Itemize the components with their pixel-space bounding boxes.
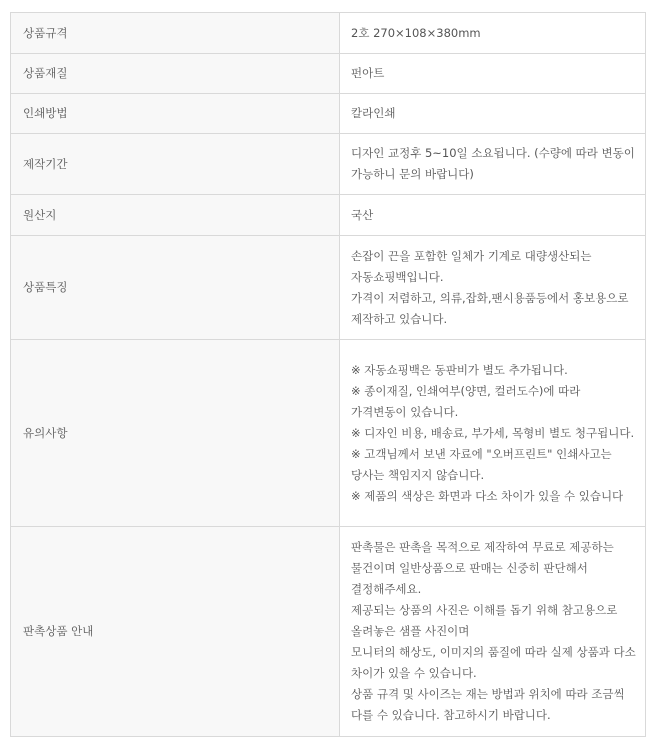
spec-label-origin: 원산지 <box>11 195 340 236</box>
spec-value-line: ※ 자동쇼핑백은 동판비가 별도 추가됩니다. <box>351 362 568 377</box>
spec-value-line: 가격이 저렴하고, 의류,잡화,팬시용품등에서 홍보용으로 제작하고 있습니다. <box>351 290 629 326</box>
spec-label-features: 상품특징 <box>11 236 340 340</box>
spec-row-material <box>11 54 646 94</box>
spec-label-notices: 유의사항 <box>11 340 340 527</box>
spec-value-line: 국산 <box>351 207 374 222</box>
spec-value-line: 판촉물은 판촉을 목적으로 제작하여 무료로 제공하는 물건이며 일반상품으로 판매는 신중히 판단해서 결정해주세요. <box>351 540 614 596</box>
spec-label-material: 상품재질 <box>11 54 340 94</box>
spec-value-notices <box>340 340 646 527</box>
spec-value-line: 2호 270×108×380mm <box>351 25 481 40</box>
spec-table-body <box>11 13 646 737</box>
spec-value-line: ※ 디자인 비용, 배송료, 부가세, 목형비 별도 청구됩니다. <box>351 425 635 440</box>
spec-value-origin <box>340 195 646 236</box>
spec-value-line: 손잡이 끈을 포함한 일체가 기계로 대량생산되는 자동쇼핑백입니다. <box>351 248 592 284</box>
spec-row-promo-info <box>11 527 646 737</box>
spec-value-material <box>340 54 646 94</box>
spec-row-origin <box>11 195 646 236</box>
spec-value-line: ※ 종이재질, 인쇄여부(양면, 컬러도수)에 따라 가격변동이 있습니다. <box>351 383 581 419</box>
spec-value-line: 모니터의 해상도, 이미지의 품질에 따라 실제 상품과 다소 차이가 있을 수 있습니다. <box>351 645 636 680</box>
spec-label-promo-info: 판촉상품 안내 <box>11 527 340 737</box>
spec-value-line: 펀아트 <box>351 66 385 80</box>
spec-value-promo-info <box>340 527 646 737</box>
product-spec-table <box>10 12 646 737</box>
spec-value-line: 상품 규격 및 사이즈는 재는 방법과 위치에 따라 조금씩 다를 수 있습니다. 참고하시기 바랍니다. <box>351 687 625 722</box>
spec-row-production-period <box>11 134 646 195</box>
spec-label-size: 상품규격 <box>11 13 340 54</box>
spec-value-production-period <box>340 134 646 195</box>
spec-value-size <box>340 13 646 54</box>
spec-label-print-method: 인쇄방법 <box>11 94 340 134</box>
spec-row-size <box>11 13 646 54</box>
spec-value-line: 제공되는 상품의 사진은 이해를 돕기 위해 참고용으로 올려놓은 샘플 사진이며 <box>351 603 618 638</box>
spec-row-notices <box>11 340 646 527</box>
spec-label-production-period: 제작기간 <box>11 134 340 195</box>
spec-value-line: ※ 제품의 색상은 화면과 다소 차이가 있을 수 있습니다 <box>351 488 624 503</box>
spec-value-features <box>340 236 646 340</box>
spec-value-line: 디자인 교정후 5~10일 소요됩니다. (수량에 따라 변동이 가능하니 문의 바랍니다) <box>351 146 635 181</box>
spec-row-print-method <box>11 94 646 134</box>
spec-value-line: 칼라인쇄 <box>351 106 396 120</box>
spec-value-print-method <box>340 94 646 134</box>
spec-value-line: ※ 고객님께서 보낸 자료에 "오버프린트" 인쇄사고는 당사는 책임지지 않습니다. <box>351 446 612 482</box>
spec-row-features <box>11 236 646 340</box>
